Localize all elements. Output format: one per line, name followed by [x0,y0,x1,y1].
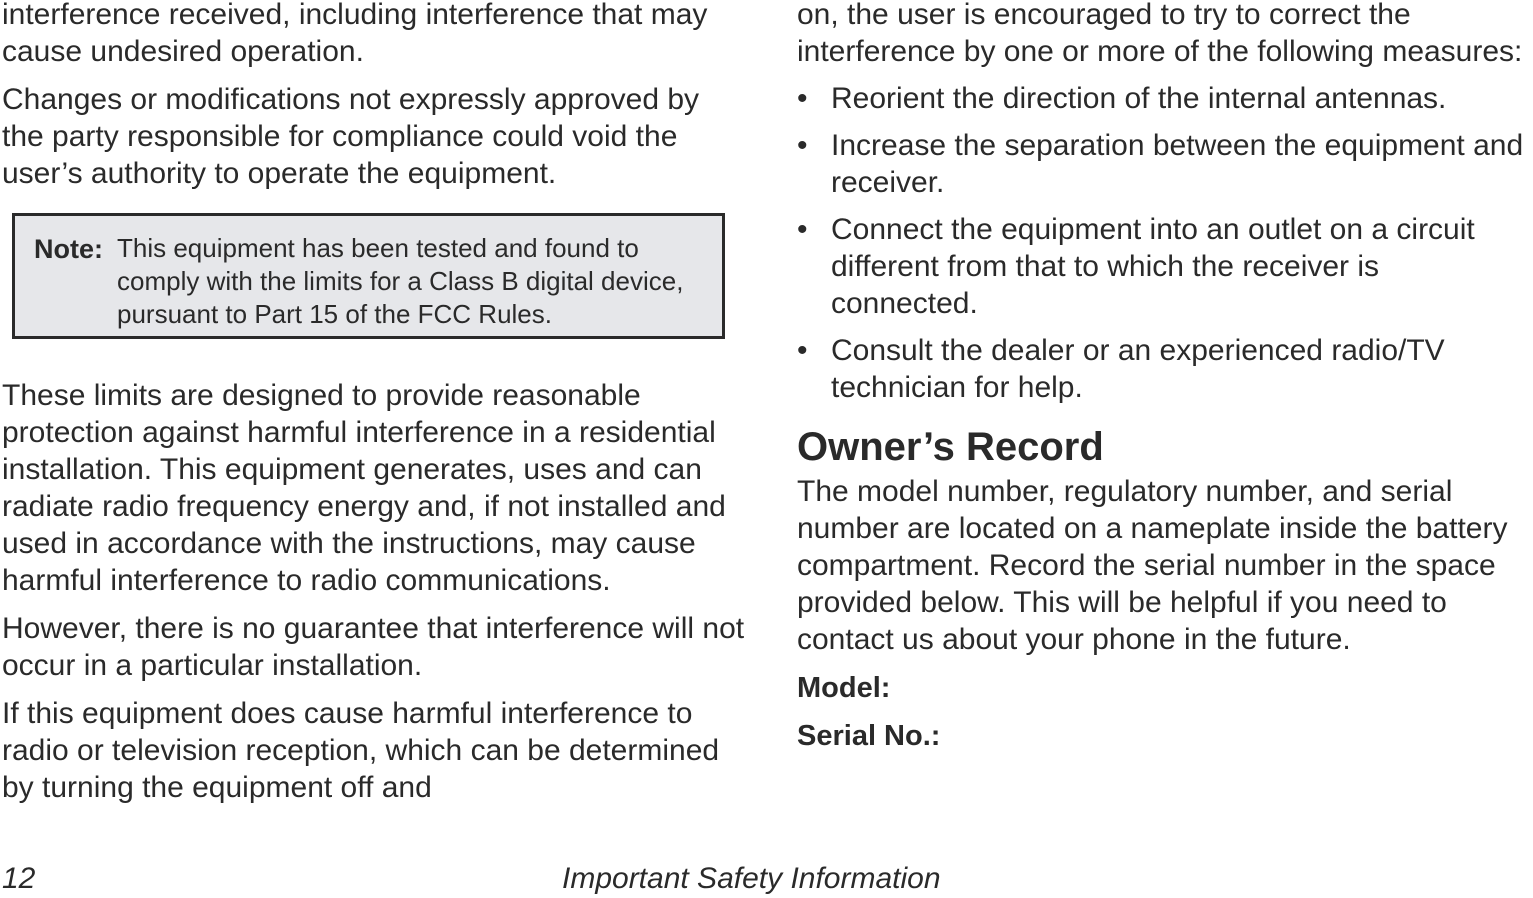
note-label: Note: [34,234,103,264]
bullet-icon: • [797,213,808,246]
paragraph-user-encouraged: on, the user is encouraged to try to correct the interference by one or more of the following measures: [797,0,1523,68]
paragraph-model-number: The model number, regulatory number, and serial number are located on a nameplate inside the battery compartment. Record the serial number in the space provided below. This will be helpful if you need to contact us about your phone in the future. [797,475,1508,656]
note-text: This equipment has been tested and found to comply with the limits for a Class B digital device, pursuant to Part 15 of the FCC Rules. [117,233,684,329]
bullet-icon: • [797,129,808,162]
section-title: Important Safety Information [562,862,941,895]
note-box [12,213,725,339]
left-column [2,0,747,192]
model-label: Model: [797,672,891,704]
list-item: • Consult the dealer or an experienced radio/TV technician for help. [797,334,1445,404]
paragraph-if-interference: If this equipment does cause harmful interference to radio or television reception, which can be determined by turning the equipment off and [2,697,720,804]
bullet-icon: • [797,334,808,367]
left-column-lower [2,377,747,806]
list-item: • Increase the separation between the equipment and receiver. [797,129,1524,199]
list-item: • Reorient the direction of the internal antennas. [797,82,1447,115]
paragraph-no-guarantee: However, there is no guarantee that interference will not occur in a particular installation. [2,612,745,682]
list-item: • Connect the equipment into an outlet on a circuit different from that to which the receiver is connected. [797,213,1475,320]
page-number: 12 [2,862,36,895]
paragraph-interference-received: interference received, including interference that may cause undesired operation. [2,0,708,68]
owners-record-heading: Owner’s Record [797,425,1104,469]
bullet-icon: • [797,82,808,115]
serial-label: Serial No.: [797,720,941,752]
paragraph-changes-modifications: Changes or modifications not expressly approved by the party responsible for compliance could void the user’s authority to operate the equipment. [2,83,700,190]
right-column [797,0,1533,754]
measures-list [797,80,1533,406]
paragraph-limits: These limits are designed to provide reasonable protection against harmful interference in a residential installation. This equipment generates, uses and can radiate radio frequency energy and, if not installed and used in accordance with the instructions, may cause harmful interference to radio communications. [2,379,726,597]
